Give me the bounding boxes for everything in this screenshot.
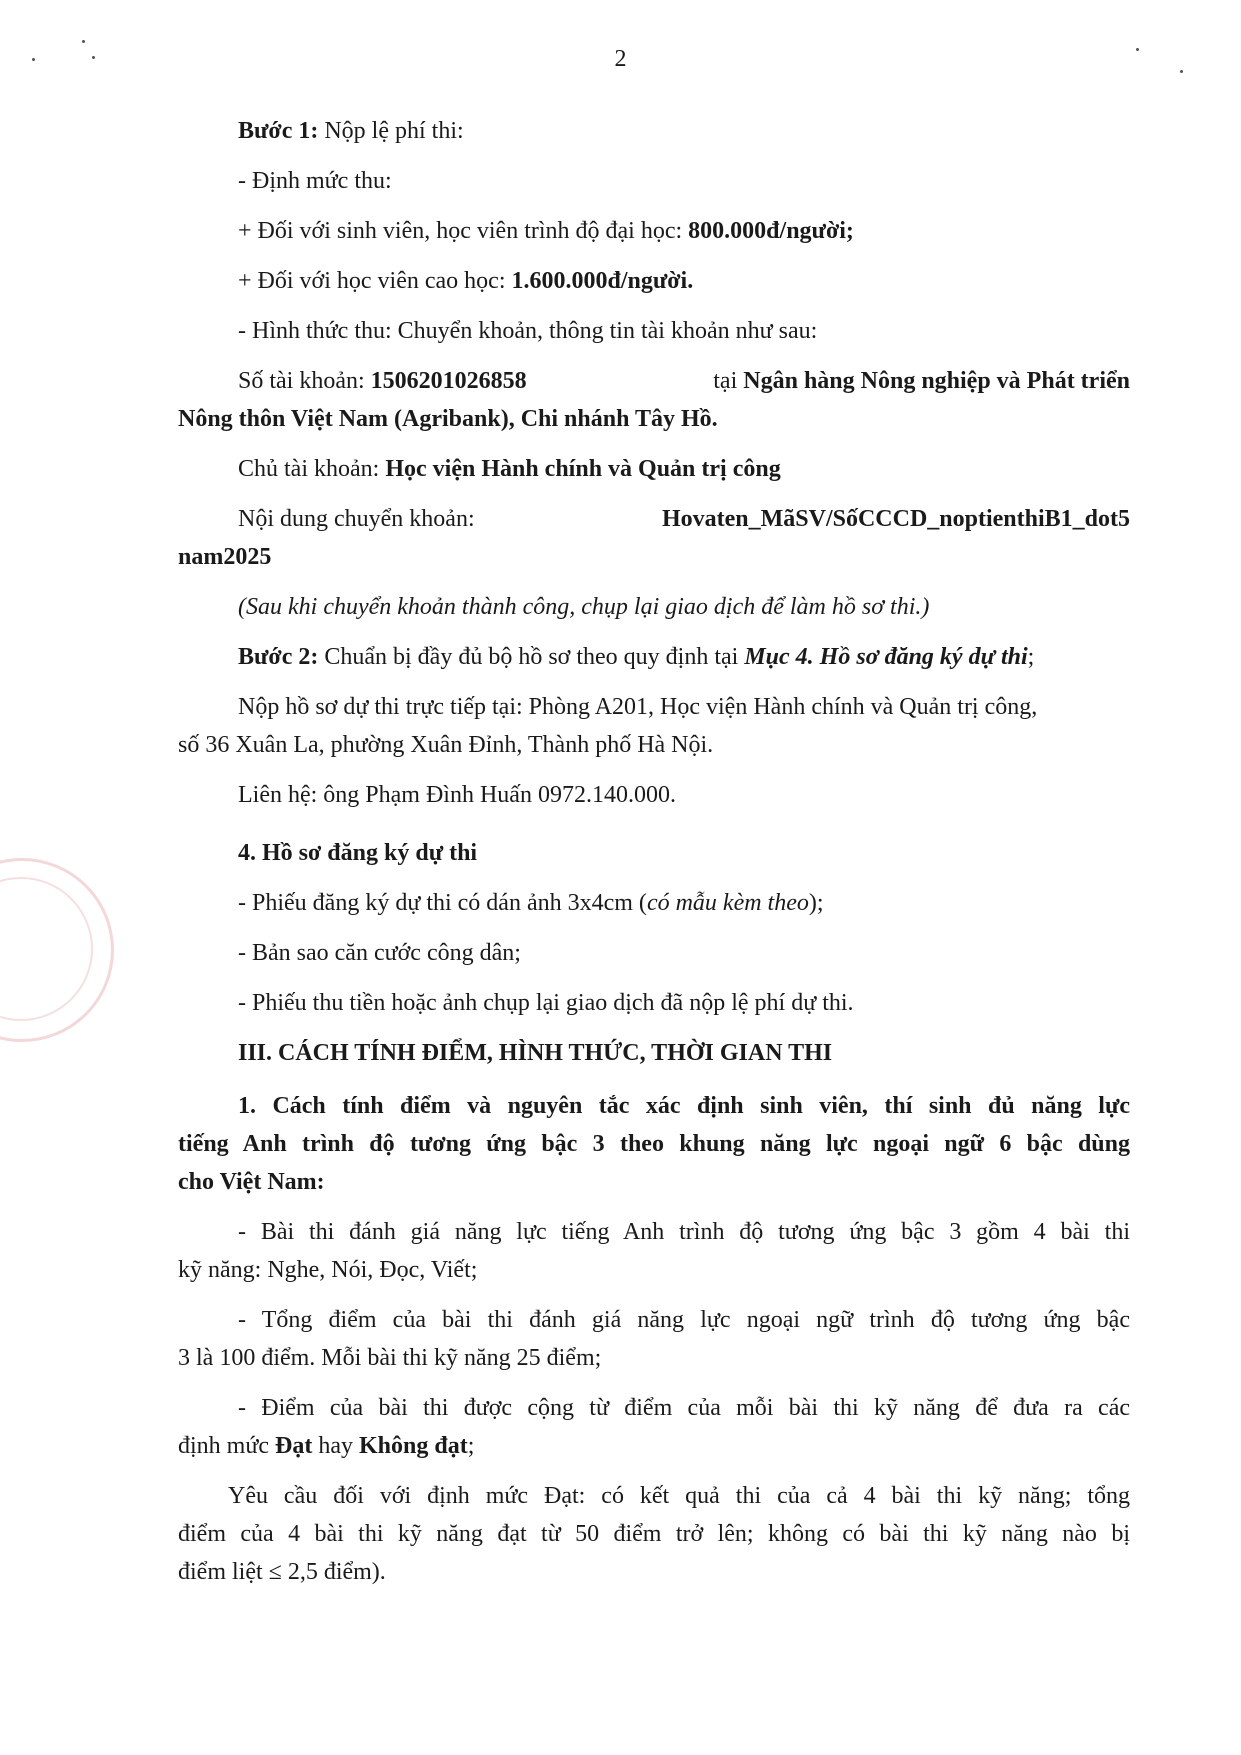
step2-line bbox=[238, 644, 1034, 670]
dossier-item-2: - Bản sao căn cước công dân; bbox=[238, 940, 521, 966]
holder-value: Học viện Hành chính và Quản trị công bbox=[385, 456, 781, 482]
holder-line bbox=[238, 456, 781, 482]
p1-line2: kỹ năng: Nghe, Nói, Đọc, Viết; bbox=[178, 1257, 478, 1283]
sub1-line1: 1. Cách tính điểm và nguyên tắc xác định sinh viên, thí sinh đủ năng lực bbox=[238, 1093, 1130, 1119]
step1-label: Bước 1: bbox=[238, 118, 319, 144]
holder-label: Chủ tài khoản: bbox=[238, 456, 386, 482]
scan-speck bbox=[1136, 48, 1139, 51]
step2-label: Bước 2: bbox=[238, 644, 319, 670]
dossier-item-1-prefix: - Phiếu đăng ký dự thi có dán ảnh 3x4cm ( bbox=[238, 890, 647, 916]
step1-heading bbox=[238, 118, 464, 144]
scan-speck bbox=[82, 40, 85, 43]
fee-undergrad-value: 800.000đ/người; bbox=[688, 218, 854, 244]
content-label: Nội dung chuyển khoản: bbox=[238, 506, 475, 532]
dossier-item-1-italic: có mẫu kèm theo bbox=[646, 890, 809, 916]
account-label: Số tài khoản: bbox=[238, 368, 371, 394]
p1-line1: - Bài thi đánh giá năng lực tiếng Anh trình độ tương ứng bậc 3 gồm 4 bài thi bbox=[238, 1219, 1130, 1245]
step1-title: Nộp lệ phí thi: bbox=[318, 118, 464, 144]
p4-line3: điểm liệt ≤ 2,5 điểm). bbox=[178, 1559, 386, 1585]
contact-line: Liên hệ: ông Phạm Đình Huấn 0972.140.000. bbox=[238, 782, 676, 808]
p3-end: ; bbox=[467, 1433, 475, 1459]
content-value-2: nam2025 bbox=[178, 544, 272, 570]
fee-undergrad bbox=[238, 218, 854, 244]
p3-prefix: định mức bbox=[178, 1433, 275, 1459]
p3-line1: - Điểm của bài thi được cộng từ điểm của mỗi bài thi kỹ năng để đưa ra các bbox=[238, 1395, 1130, 1421]
dossier-item-3: - Phiếu thu tiền hoặc ảnh chụp lại giao dịch đã nộp lệ phí dự thi. bbox=[238, 990, 854, 1016]
p3-mid: hay bbox=[312, 1433, 359, 1459]
p3-line2 bbox=[178, 1433, 474, 1459]
submit-line2: số 36 Xuân La, phường Xuân Đỉnh, Thành phố Hà Nội. bbox=[178, 732, 714, 758]
fee-grad-value: 1.600.000đ/người. bbox=[511, 268, 694, 294]
step2-text: Chuẩn bị đầy đủ bộ hồ sơ theo quy định tại bbox=[318, 644, 745, 670]
fee-undergrad-prefix: + Đối với sinh viên, học viên trình độ đại học: bbox=[238, 218, 689, 244]
payment-method: - Hình thức thu: Chuyển khoản, thông tin tài khoản như sau: bbox=[238, 318, 818, 344]
transfer-note: (Sau khi chuyển khoản thành công, chụp lại giao dịch để làm hồ sơ thi.) bbox=[238, 594, 930, 620]
submit-line1: Nộp hồ sơ dự thi trực tiếp tại: Phòng A201, Học viện Hành chính và Quản trị công, bbox=[238, 694, 1038, 720]
seal-stamp-inner-ring bbox=[0, 877, 93, 1021]
seal-stamp-fragment bbox=[0, 858, 114, 1042]
content-line bbox=[238, 506, 1130, 532]
scan-speck bbox=[32, 58, 35, 61]
p2-line2: 3 là 100 điểm. Mỗi bài thi kỹ năng 25 điểm; bbox=[178, 1345, 602, 1371]
section4-heading: 4. Hồ sơ đăng ký dự thi bbox=[238, 840, 478, 866]
p3-pass: Đạt bbox=[275, 1433, 313, 1459]
content-value-1: Hovaten_MãSV/SốCCCD_noptienthiB1_dot5 bbox=[661, 506, 1130, 532]
bank-line2: Nông thôn Việt Nam (Agribank), Chi nhánh Tây Hồ. bbox=[178, 406, 718, 432]
step2-ref: Mục 4. Hồ sơ đăng ký dự thi bbox=[744, 644, 1028, 670]
p3-fail: Không đạt bbox=[358, 1433, 468, 1459]
account-number: 1506201026858 bbox=[370, 368, 527, 394]
step2-ref-end: ; bbox=[1027, 644, 1035, 670]
p4-line2: điểm của 4 bài thi kỹ năng đạt từ 50 điểm trở lên; không có bài thi kỹ năng nào bị bbox=[178, 1521, 1130, 1547]
p4-line1: Yêu cầu đối với định mức Đạt: có kết quả thi của cả 4 bài thi kỹ năng; tổng bbox=[228, 1483, 1130, 1509]
fee-heading: - Định mức thu: bbox=[238, 168, 392, 194]
fee-grad bbox=[238, 268, 693, 294]
p2-line1: - Tổng điểm của bài thi đánh giá năng lực ngoại ngữ trình độ tương ứng bậc bbox=[238, 1307, 1130, 1333]
dossier-item-1-suffix: ); bbox=[808, 890, 824, 916]
bank-line1: Ngân hàng Nông nghiệp và Phát triển bbox=[743, 368, 1130, 394]
page-number: 2 bbox=[614, 46, 627, 72]
bank-at: tại bbox=[713, 368, 744, 394]
dossier-item-1 bbox=[238, 890, 824, 916]
scan-speck bbox=[1180, 70, 1183, 73]
account-line bbox=[238, 368, 1130, 394]
scan-speck bbox=[92, 56, 95, 59]
fee-grad-prefix: + Đối với học viên cao học: bbox=[238, 268, 512, 294]
sub1-line2: tiếng Anh trình độ tương ứng bậc 3 theo khung năng lực ngoại ngữ 6 bậc dùng bbox=[178, 1131, 1130, 1157]
section3-heading: III. CÁCH TÍNH ĐIỂM, HÌNH THỨC, THỜI GIAN THI bbox=[238, 1040, 833, 1066]
sub1-line3: cho Việt Nam: bbox=[178, 1169, 325, 1195]
